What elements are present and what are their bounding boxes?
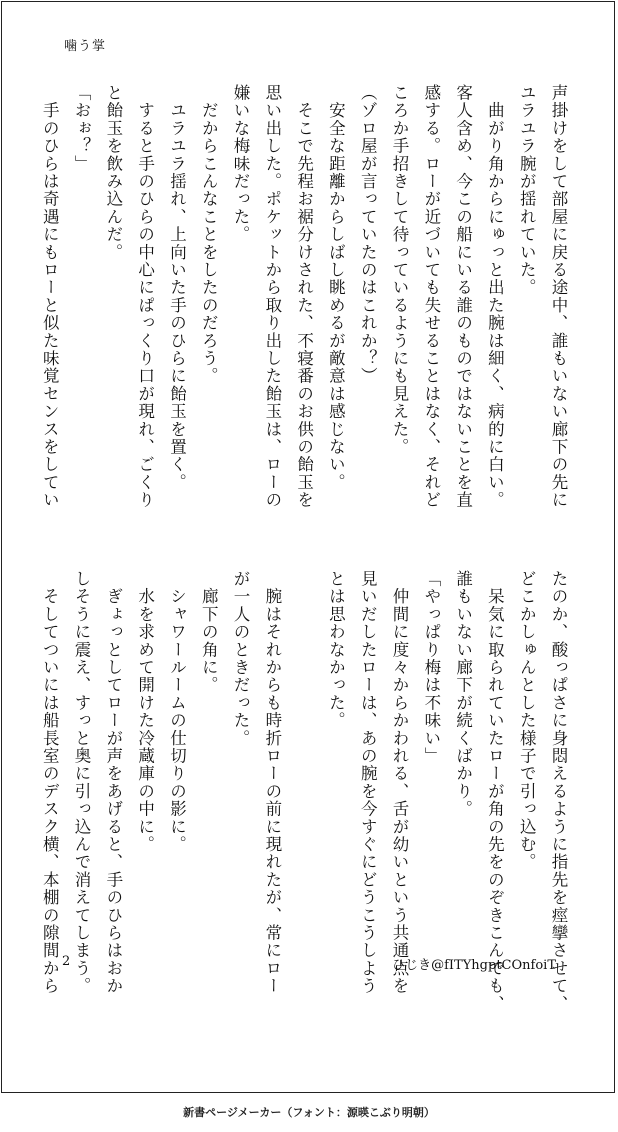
- text-column: 見いだしたローは、あの腕を今すぐにどうこうしよう: [358, 570, 378, 995]
- text-column: どこかしゅんとした様子で引っ込む。: [517, 570, 537, 871]
- author-credit: ひじき@fITYhgptCOnfoiT: [392, 958, 556, 973]
- text-column: 曲がり角からにゅっと出た腕は細く、病的に白い。: [485, 84, 505, 509]
- page-number: 2: [62, 954, 71, 969]
- text-column: 客人含め、今この船にいる誰のものではないことを直: [453, 84, 473, 509]
- text-column: そこで先程お裾分けされた、不寝番のお供の飴玉を: [294, 84, 314, 509]
- text-column: 「おぉ？」: [72, 84, 92, 173]
- text-column: 「やっぱり梅は不味い」: [421, 570, 441, 765]
- text-column: たのか、酸っぱさに身悶えるように指先を痙攣させて、: [549, 570, 568, 1013]
- text-column: 思い出した。ポケットから取り出した飴玉は、ローの: [262, 84, 282, 509]
- text-column: （ゾロ屋が言っていたのはこれか？）: [358, 84, 378, 385]
- text-column: 嫌いな梅味だった。: [231, 84, 251, 244]
- text-column: 手のひらは奇遇にもローと似た味覚センスをしてい: [40, 84, 60, 509]
- generator-credit: 新書ページメーカー（フォント：源暎こぶり明朝）: [183, 1106, 435, 1119]
- text-column: 仲間に度々からかわれる、舌が幼いという共通点を: [390, 570, 410, 995]
- book-page: [1, 1, 615, 1093]
- text-column: ぎょっとしてローが声をあげると、手のひらはおか: [103, 570, 123, 995]
- text-column: と飴玉を飲み込んだ。: [103, 84, 123, 261]
- text-column: とは思わなかった。: [326, 570, 346, 730]
- text-column: そしてついには船長室のデスク横、本棚の隙間から: [40, 570, 60, 995]
- text-column: 呆気に取られていたローが角の先をのぞきこんでも、: [485, 570, 505, 1013]
- text-column: シャワールームの仕切りの影に。: [167, 570, 187, 854]
- text-column: 廊下の角に。: [199, 570, 219, 694]
- text-column: だからこんなことをしたのだろう。: [199, 84, 219, 385]
- text-column: 安全な距離からしばし眺めるが敵意は感じない。: [326, 84, 346, 492]
- text-column: 腕はそれからも時折ローの前に現れたが、常にロー: [262, 570, 282, 995]
- text-column: ころか手招きして待っているようにも見えた。: [390, 84, 410, 456]
- text-column: しそうに震え、すっと奥に引っ込んで消えてしまう。: [72, 570, 92, 995]
- text-column: 声掛けをして部屋に戻る途中、誰もいない廊下の先に: [549, 84, 568, 509]
- text-column: 感する。ローが近づいても失せることはなく、それど: [421, 84, 441, 509]
- text-column: 誰もいない廊下が続くばかり。: [453, 570, 473, 818]
- text-column: ユラユラ腕が揺れていた。: [517, 84, 537, 297]
- text-column: 水を求めて開けた冷蔵庫の中に。: [135, 570, 155, 854]
- text-column: が一人のときだった。: [231, 570, 251, 747]
- text-block-top: [40, 84, 574, 534]
- text-column: ユラユラ揺れ、上向いた手のひらに飴玉を置く。: [167, 84, 187, 492]
- running-title: 噛う掌: [64, 39, 107, 54]
- text-column: [288, 570, 320, 940]
- text-column: すると手のひらの中心にぱっくり口が現れ、ごくり: [135, 84, 155, 509]
